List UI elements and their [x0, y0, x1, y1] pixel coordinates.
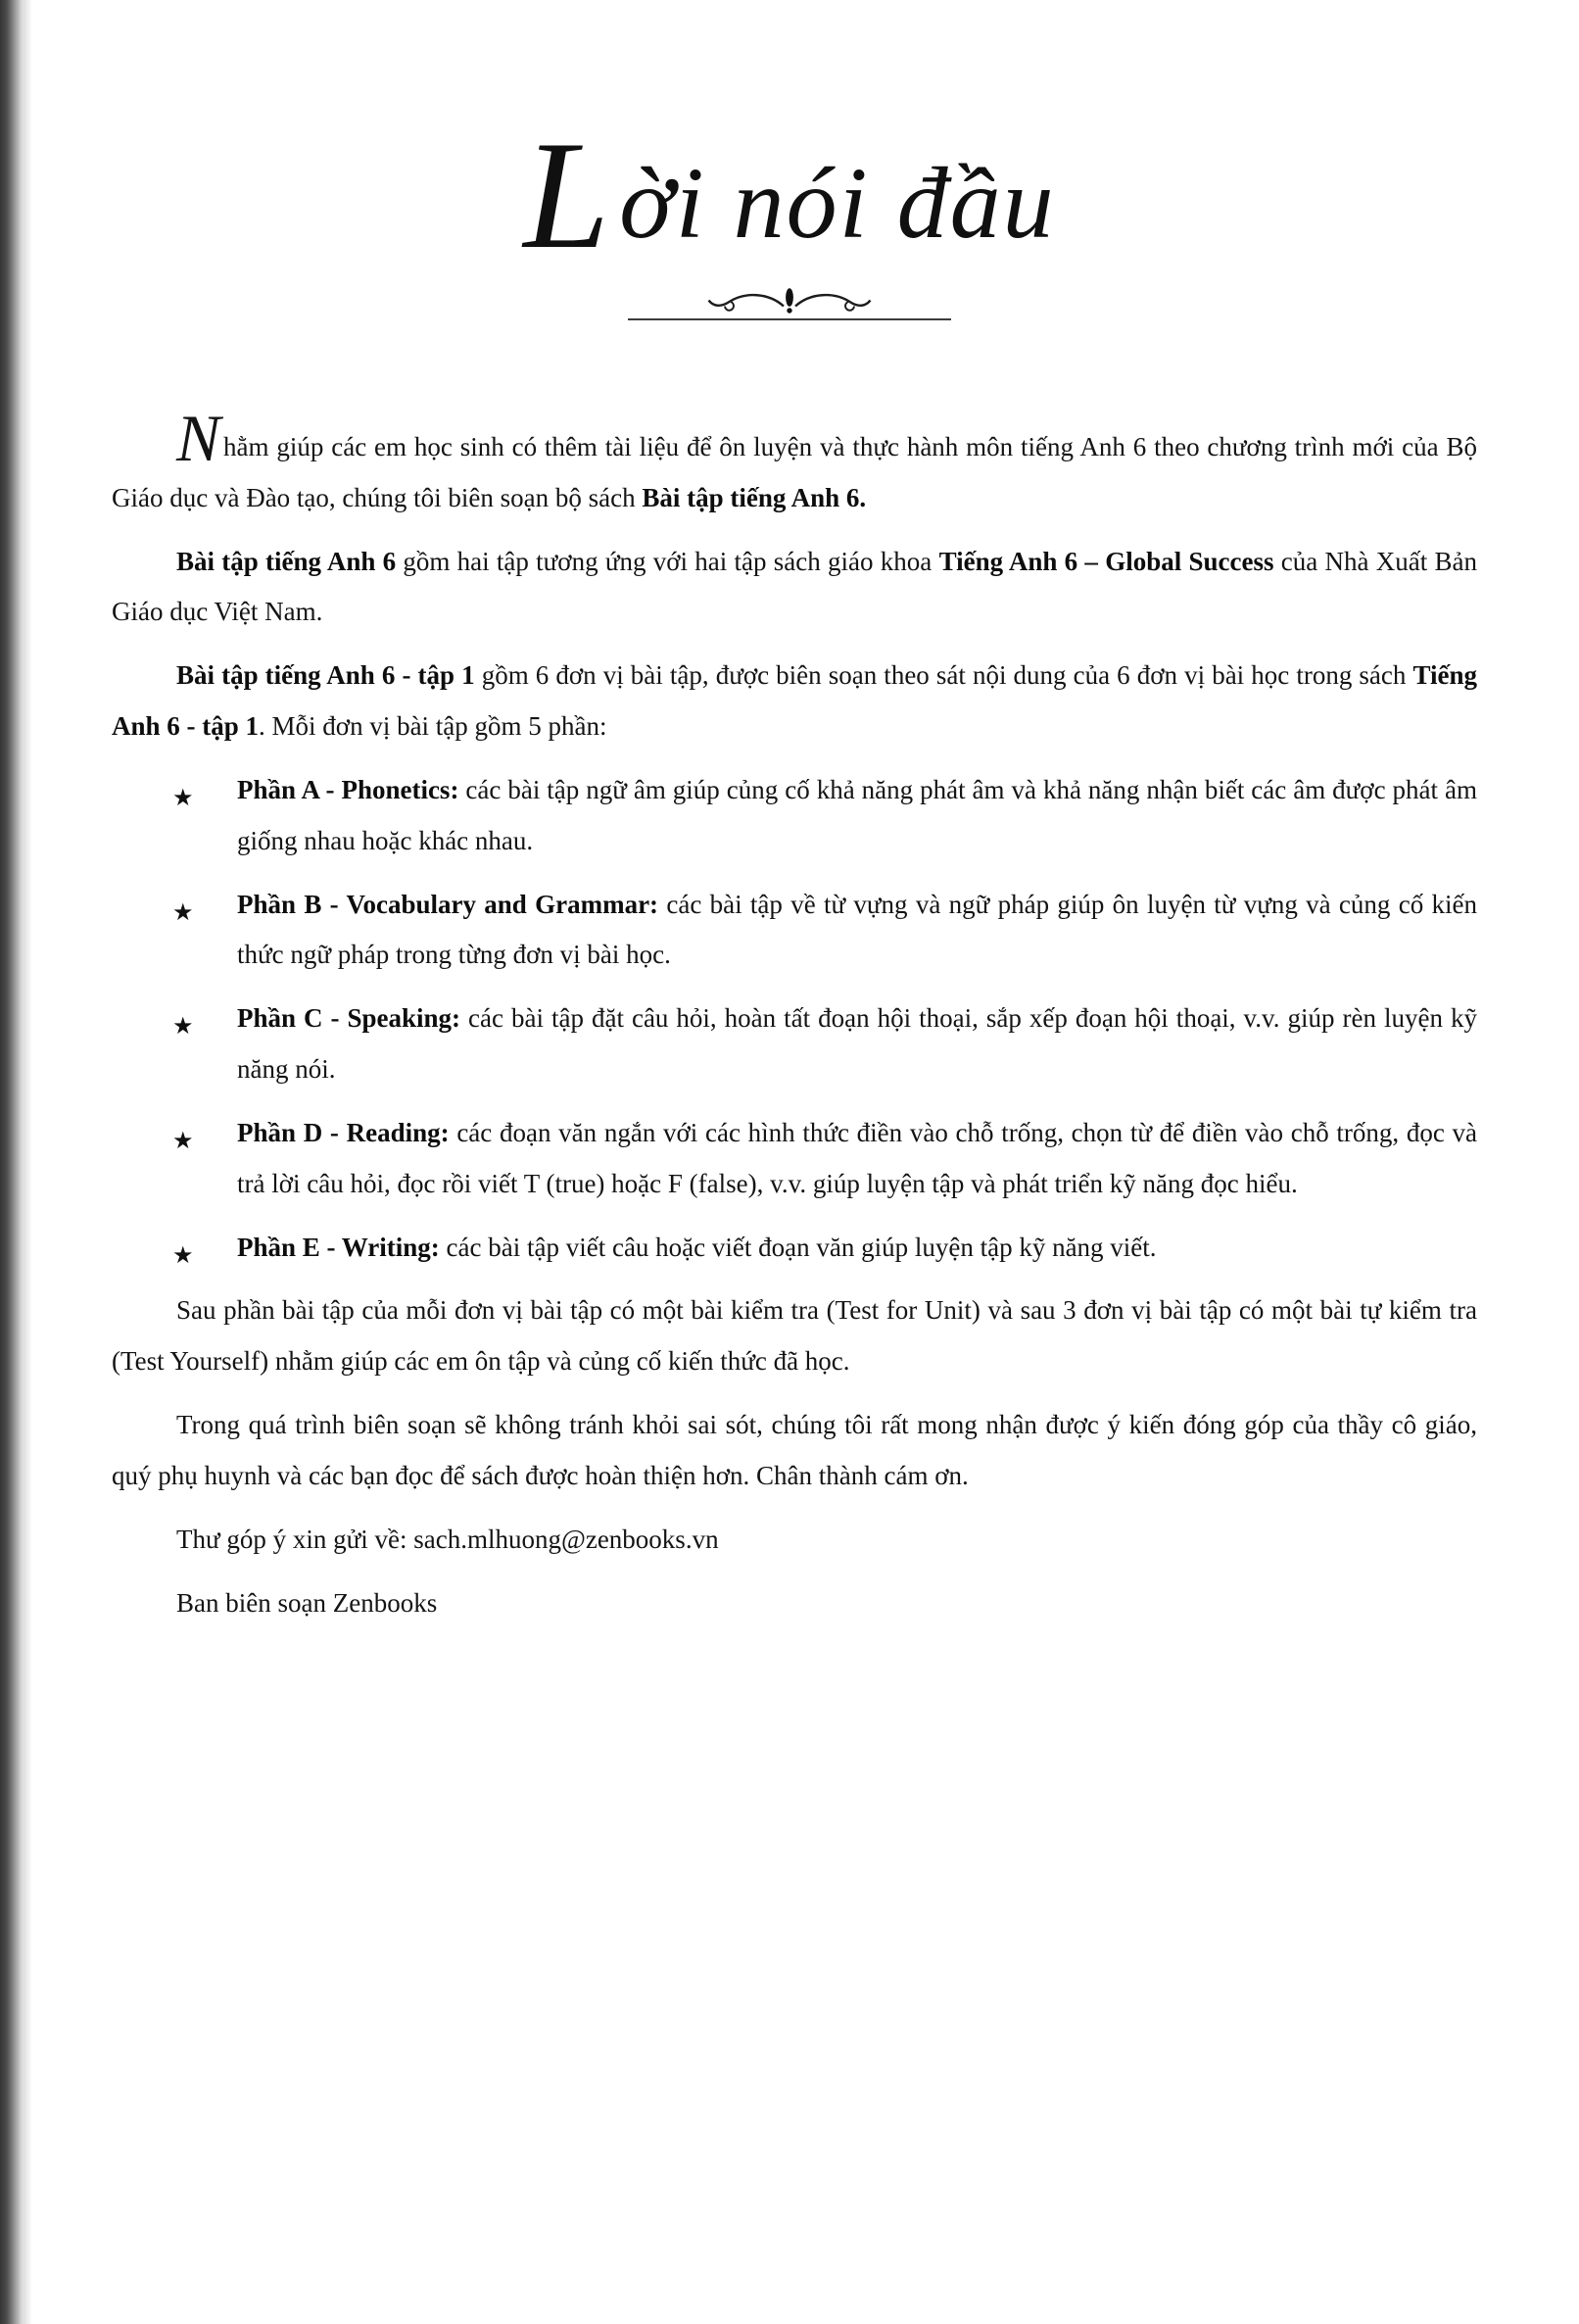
- paragraph: [112, 537, 1477, 639]
- paragraph: [112, 1515, 1477, 1566]
- bullet-item: [112, 1223, 1477, 1274]
- scan-edge-shadow: [0, 0, 33, 2324]
- text-segment: các đoạn văn ngắn với các hình thức điền vào chỗ trống, chọn từ để điền vào chỗ trống, đọc và trả lời câu hỏi, đọc rồi viết T (true) hoặc F (false), v.v. giúp luyện tập và phát triển kỹ năng đọc hiểu.: [237, 1117, 1477, 1198]
- bold-text-segment: Tiếng Anh 6 – Global Success: [938, 546, 1274, 576]
- star-bullet-icon: ★: [172, 1126, 194, 1154]
- text-segment: gồm hai tập tương ứng với hai tập sách giáo khoa: [396, 546, 939, 576]
- paragraph: [112, 402, 1477, 524]
- bullet-text: [237, 1003, 1477, 1084]
- star-bullet-icon: ★: [172, 1012, 194, 1041]
- text-segment: Ban biên soạn Zenbooks: [176, 1587, 438, 1618]
- bold-text-segment: Bài tập tiếng Anh 6.: [642, 482, 867, 512]
- bold-text-segment: Phần A - Phonetics:: [237, 774, 459, 804]
- bullet-item: [112, 880, 1477, 982]
- text-segment: các bài tập viết câu hoặc viết đoạn văn giúp luyện tập kỹ năng viết.: [439, 1232, 1157, 1262]
- section-divider: [628, 287, 951, 320]
- bullet-item: [112, 1108, 1477, 1210]
- title-rest: ời nói đầu: [619, 147, 1056, 260]
- bold-text-segment: Phần B - Vocabulary and Grammar:: [237, 889, 659, 919]
- bullet-item: [112, 993, 1477, 1095]
- decorative-initial: N: [176, 402, 221, 475]
- text-segment: hằm giúp các em học sinh có thêm tài liệu để ôn luyện và thực hành môn tiếng Anh 6 theo chương trình mới của Bộ Giáo dục và Đào tạo, chúng tôi biên soạn bộ sách: [112, 432, 1477, 512]
- bullet-text: [237, 890, 1477, 970]
- text-segment: các bài tập đặt câu hỏi, hoàn tất đoạn hội thoại, sắp xếp đoạn hội thoại, v.v. giúp rèn luyện kỹ năng nói.: [237, 1003, 1477, 1085]
- bold-text-segment: Phần E - Writing:: [237, 1232, 440, 1262]
- paragraph: [112, 1400, 1477, 1502]
- text-segment: Trong quá trình biên soạn sẽ không tránh khỏi sai sót, chúng tôi rất mong nhận được ý kiến đóng góp của thầy cô giáo, quý phụ huynh và các bạn đọc để sách được hoàn thiện hơn. Chân thành cám ơn.: [112, 1410, 1477, 1490]
- bullet-text: [237, 1233, 1157, 1262]
- text-segment: . Mỗi đơn vị bài tập gồm 5 phần:: [259, 711, 607, 742]
- text-segment: Sau phần bài tập của mỗi đơn vị bài tập có một bài kiểm tra (Test for Unit) và sau 3 đơn vị bài tập có một bài tự kiểm tra (Test Yourself) nhằm giúp các em ôn tập và củng cố kiến thức đã học.: [112, 1295, 1477, 1377]
- bullet-text: [237, 1118, 1477, 1198]
- bold-text-segment: Phần D - Reading:: [237, 1117, 450, 1147]
- bold-text-segment: Tiếng Anh 6 - tập 1: [112, 660, 1477, 742]
- paragraph: [112, 651, 1477, 752]
- text-segment: gồm 6 đơn vị bài tập, được biên soạn theo sát nội dung của 6 đơn vị bài học trong sách: [474, 660, 1413, 691]
- text-segment: các bài tập ngữ âm giúp củng cố khả năng phát âm và khả năng nhận biết các âm được phát âm giống nhau hoặc khác nhau.: [237, 774, 1477, 855]
- text-segment: các bài tập về từ vựng và ngữ pháp giúp ôn luyện từ vựng và củng cố kiến thức ngữ pháp trong từng đơn vị bài học.: [237, 889, 1477, 970]
- title-initial: L: [523, 110, 612, 281]
- paragraph: [112, 1285, 1477, 1387]
- divider-ornament-icon: [701, 287, 878, 316]
- text-segment: của Nhà Xuất Bản Giáo dục Việt Nam.: [112, 546, 1477, 627]
- star-bullet-icon: ★: [172, 783, 194, 811]
- page-title: [0, 110, 1579, 281]
- paragraph: [112, 1578, 1477, 1629]
- bold-text-segment: Bài tập tiếng Anh 6 - tập 1: [176, 660, 475, 691]
- document-blocks: [112, 402, 1477, 1628]
- bullet-text: [237, 775, 1477, 855]
- bullet-item: [112, 765, 1477, 867]
- star-bullet-icon: ★: [172, 897, 194, 926]
- bold-text-segment: Bài tập tiếng Anh 6: [176, 546, 397, 576]
- text-segment: Thư góp ý xin gửi về: sach.mlhuong@zenbooks.vn: [176, 1524, 719, 1554]
- star-bullet-icon: ★: [172, 1240, 194, 1269]
- divider-line: [628, 318, 951, 320]
- bold-text-segment: Phần C - Speaking:: [237, 1003, 461, 1034]
